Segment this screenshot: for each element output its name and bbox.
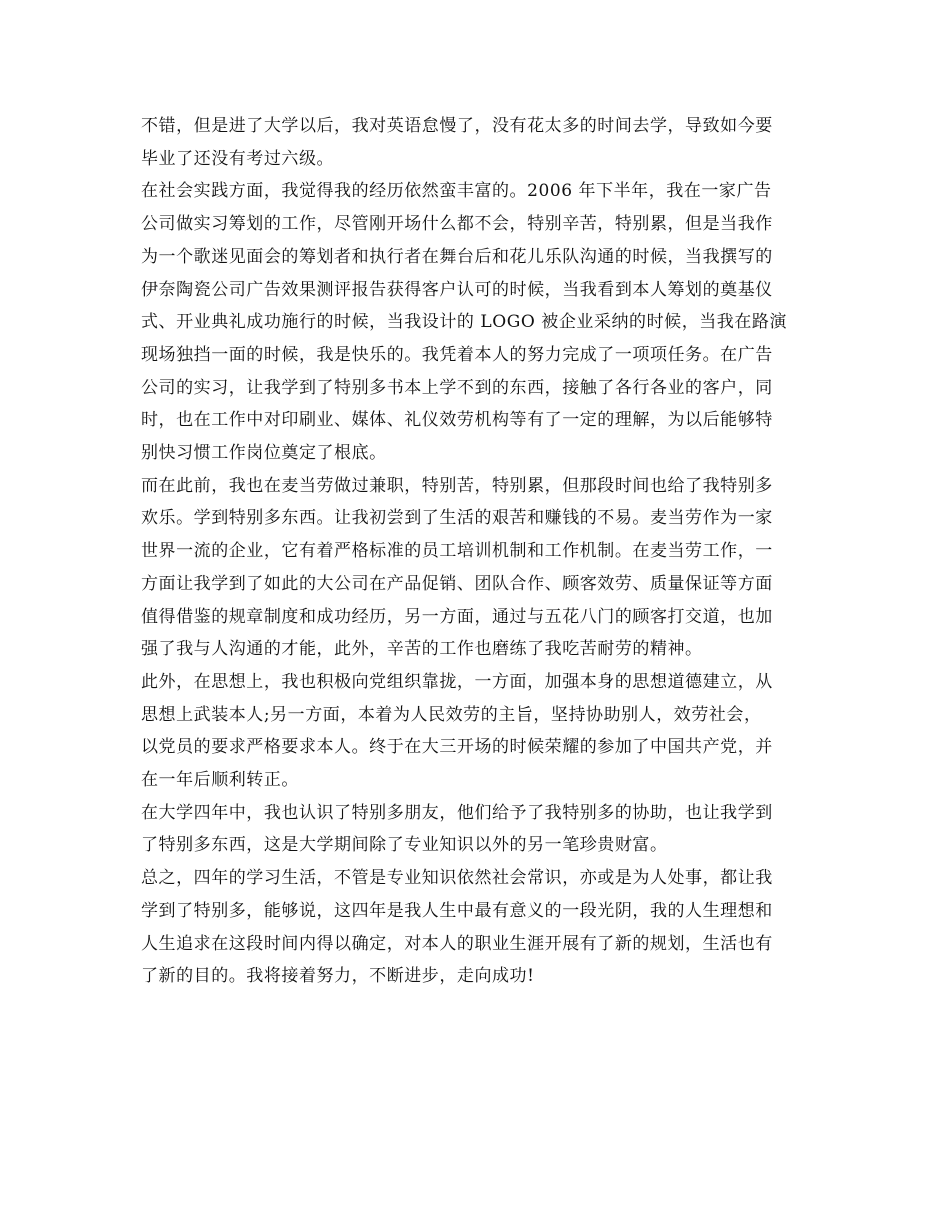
text-line: 为一个歌迷见面会的筹划者和执行者在舞台后和花儿乐队沟通的时候，当我撰写的 <box>141 246 773 267</box>
text-line: 了特别多东西，这是大学期间除了专业知识以外的另一笔珍贵财富。 <box>141 835 668 856</box>
text-line: 方面让我学到了如此的大公司在产品促销、团队合作、顾客效劳、质量保证等方面 <box>141 573 773 594</box>
text-line: 式、开业典礼成功施行的时候，当我设计的 LOGO 被企业采纳的时候，当我在路演 <box>141 312 787 333</box>
text-line: 公司做实习筹划的工作，尽管刚开场什么都不会，特别辛苦，特别累，但是当我作 <box>141 214 773 235</box>
text-line: 别快习惯工作岗位奠定了根底。 <box>141 443 387 464</box>
text-line: 了新的目的。我将接着努力，不断进步，走向成功! <box>141 966 535 987</box>
text-line: 在一年后顺利转正。 <box>141 770 299 791</box>
body-text <box>141 110 813 993</box>
text-line: 值得借鉴的规章制度和成功经历，另一方面，通过与五花八门的顾客打交道，也加 <box>141 606 773 627</box>
text-line: 总之，四年的学习生活，不管是专业知识依然社会常识，亦或是为人处事，都让我 <box>141 868 773 889</box>
text-line: 现场独挡一面的时候，我是快乐的。我凭着本人的努力完成了一项项任务。在广告 <box>141 344 773 365</box>
text-line: 世界一流的企业，它有着严格标准的员工培训机制和工作机制。在麦当劳工作，一 <box>141 541 773 562</box>
text-line: 思想上武装本人;另一方面，本着为人民效劳的主旨，坚持协助别人，效劳社会， <box>141 704 762 725</box>
text-line: 在社会实践方面，我觉得我的经历依然蛮丰富的。2006 年下半年，我在一家广告 <box>141 181 772 202</box>
text-line: 不错，但是进了大学以后，我对英语怠慢了，没有花太多的时间去学，导致如今要 <box>141 116 773 136</box>
text-line: 在大学四年中，我也认识了特别多朋友，他们给予了我特别多的协助，也让我学到 <box>141 802 773 823</box>
text-line: 伊奈陶瓷公司广告效果测评报告获得客户认可的时候，当我看到本人筹划的奠基仪 <box>141 279 773 300</box>
text-line: 此外，在思想上，我也积极向党组织靠拢，一方面，加强本身的思想道德建立，从 <box>141 671 773 692</box>
text-line: 人生追求在这段时间内得以确定，对本人的职业生涯开展有了新的规划，生活也有 <box>141 933 773 954</box>
text-line: 公司的实习，让我学到了特别多书本上学不到的东西，接触了各行各业的客户，同 <box>141 377 773 398</box>
text-line: 强了我与人沟通的才能，此外，辛苦的工作也磨练了我吃苦耐劳的精神。 <box>141 639 703 660</box>
text-line: 时，也在工作中对印刷业、媒体、礼仪效劳机构等有了一定的理解，为以后能够特 <box>141 410 773 431</box>
text-line: 学到了特别多，能够说，这四年是我人生中最有意义的一段光阴，我的人生理想和 <box>141 900 773 921</box>
text-line: 毕业了还没有考过六级。 <box>141 148 335 169</box>
text-line: 而在此前，我也在麦当劳做过兼职，特别苦，特别累，但那段时间也给了我特别多 <box>141 475 773 496</box>
text-line: 欢乐。学到特别多东西。让我初尝到了生活的艰苦和赚钱的不易。麦当劳作为一家 <box>141 508 773 529</box>
text-line: 以党员的要求严格要求本人。终于在大三开场的时候荣耀的参加了中国共产党，并 <box>141 737 773 758</box>
